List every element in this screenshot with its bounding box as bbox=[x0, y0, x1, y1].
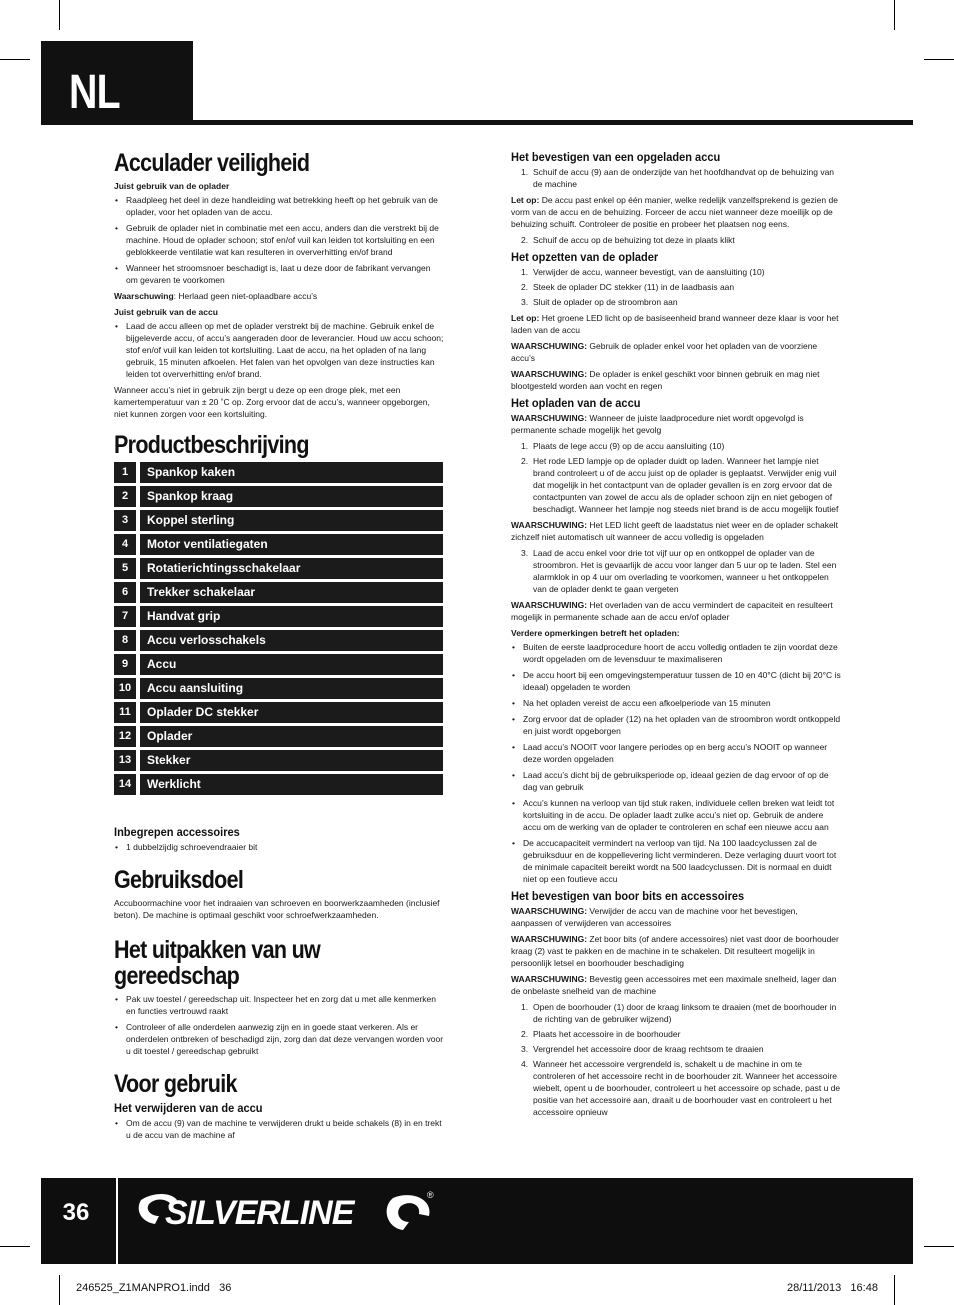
bullet-list bbox=[511, 641, 841, 885]
right-column bbox=[511, 148, 841, 1122]
print-slug-date: 28/11/2013 16:48 bbox=[787, 1282, 878, 1294]
parts-number: 6 bbox=[114, 582, 136, 603]
parts-table bbox=[114, 462, 444, 795]
list-item: 2. Plaats het accessoire in de boorhouder bbox=[521, 1029, 681, 1039]
list-item: 2. Steek de oplader DC stekker (11) in de laadbasis aan bbox=[521, 282, 735, 292]
warning-paragraph: WAARSCHUWING: Bevestig geen accessoires met een maximale snelheid, lager dan de onbelaste snelheid van de machine bbox=[511, 974, 837, 996]
parts-number: 8 bbox=[114, 630, 136, 651]
parts-row bbox=[114, 630, 444, 651]
list-item: 2. Het rode LED lampje op de oplader duidt op laden. Wanneer het lampje niet brand controleert u of de accu juist op de oplader is geplaatst. Verwijder enig vuil dat mogelijk in het contactpunt van de oplader gevallen is en zorg ervoor dat de contactpunten van zowel de accu als de oplader schoon zijn en niet gebogen of beschadigt. Wanneer het lampje nog steeds niet brand is de accu mogelijk foutief bbox=[521, 456, 839, 514]
subsection-title: Het verwijderen van de accu bbox=[114, 1101, 263, 1115]
list-item: • Raadpleeg het deel in deze handleiding wat betrekking heeft op het gebruik van de oplader, voor het opladen van de accu. bbox=[114, 194, 444, 218]
parts-row bbox=[114, 486, 444, 507]
parts-row bbox=[114, 534, 444, 555]
bullet-list bbox=[114, 841, 444, 853]
included-accessories-title: Inbegrepen accessoires bbox=[114, 825, 240, 839]
language-tab-label: NL bbox=[69, 66, 120, 119]
list-item: • Gebruik de oplader niet in combinatie met een accu, anders dan die verstrekt bij de machine. Houd de oplader schoon; stof en/of vuil kan leiden tot kortsluiting en een geblokkeerde ventilatie wat kan resulteren in oververhitting en/of brand bbox=[114, 222, 444, 258]
parts-row bbox=[114, 702, 444, 723]
parts-number: 12 bbox=[114, 726, 136, 747]
parts-name: Spankop kaken bbox=[140, 462, 443, 483]
left-column bbox=[114, 150, 444, 1145]
list-item: • Controleer of alle onderdelen aanwezig zijn en in goede staat verkeren. Als er onderdelen ontbreken of beschadigd zijn, zorg dan dat deze vervangen worden voor u dit toestel / gereedschap gebruikt bbox=[114, 1021, 444, 1057]
bullet-list bbox=[114, 1117, 444, 1141]
parts-number: 9 bbox=[114, 654, 136, 675]
print-slug-file: 246525_Z1MANPRO1.indd 36 bbox=[76, 1282, 232, 1294]
parts-row bbox=[114, 606, 444, 627]
crop-mark bbox=[924, 59, 954, 60]
subsection-title: Het opladen van de accu bbox=[511, 396, 641, 410]
parts-name: Werklicht bbox=[140, 774, 443, 795]
parts-row bbox=[114, 654, 444, 675]
warning-paragraph: WAARSCHUWING: Het overladen van de accu vermindert de capaciteit en resulteert mogelijk in permanente schade aan de accu en/of oplader bbox=[511, 600, 833, 622]
parts-number: 10 bbox=[114, 678, 136, 699]
section-title-unpacking-line1: Het uitpakken van uw bbox=[114, 936, 321, 964]
parts-row bbox=[114, 462, 444, 483]
bullet-list bbox=[114, 320, 444, 380]
list-item: • Pak uw toestel / gereedschap uit. Inspecteer het en zorg dat u met alle kenmerken en functies vertrouwd raakt bbox=[114, 993, 444, 1017]
numbered-list bbox=[511, 1001, 841, 1118]
list-item: • De accu hoort bij een omgevingstemperatuur tussen de 10 en 40°C (dicht bij 20°C is ideaal) opgeladen te worden bbox=[511, 669, 841, 693]
crop-mark bbox=[894, 1275, 895, 1305]
list-item: 2. Schuif de accu op de behuizing tot deze in plaats klikt bbox=[521, 235, 735, 245]
crop-mark bbox=[0, 1246, 30, 1247]
parts-row bbox=[114, 582, 444, 603]
parts-name: Spankop kraag bbox=[140, 486, 443, 507]
silverline-logo bbox=[137, 1190, 437, 1234]
logo-wordmark: SILVERLINE bbox=[165, 1194, 354, 1232]
parts-row bbox=[114, 678, 444, 699]
body-paragraph: Accuboormachine voor het indraaien van schroeven en boorwerkzaamheden (inclusief beton). De machine is optimaal geschikt voor schroefwerkzaamheden. bbox=[114, 898, 440, 920]
bullet-list bbox=[114, 194, 444, 286]
list-item: 1. Open de boorhouder (1) door de kraag linksom te draaien (met de boorhouder in de richting van de gebruiker wijzend) bbox=[521, 1002, 837, 1024]
footer-bar bbox=[41, 1178, 913, 1264]
numbered-list bbox=[511, 234, 841, 246]
warning-paragraph bbox=[114, 290, 444, 302]
section-title-intended-use: Gebruiksdoel bbox=[114, 866, 244, 894]
section-title-product-description: Productbeschrijving bbox=[114, 431, 309, 459]
parts-name: Oplader bbox=[140, 726, 443, 747]
language-tab bbox=[41, 41, 193, 123]
warning-paragraph: WAARSCHUWING: Verwijder de accu van de machine voor het bevestigen, aanpassen of verwijderen van accessoires bbox=[511, 906, 798, 928]
logo-swoosh-right bbox=[387, 1195, 430, 1230]
list-item: • Wanneer het stroomsnoer beschadigt is, laat u deze door de fabrikant vervangen om gevaren te voorkomen bbox=[114, 262, 444, 286]
parts-number: 5 bbox=[114, 558, 136, 579]
numbered-list bbox=[511, 440, 841, 515]
list-item: • Buiten de eerste laadprocedure hoort de accu volledig ontladen te zijn voordat deze wordt opgeladen om de levensduur te maximaliseren bbox=[511, 641, 841, 665]
note-paragraph: Let op: De accu past enkel op één manier, welke redelijk vanzelfsprekend is gezien de vorm van de accu en de behuizing. Forceer de accu niet wanneer deze moeilijk op de behuizing schuift. Controleer de positie en probeer het plaatsen nog eens. bbox=[511, 195, 838, 229]
parts-number: 4 bbox=[114, 534, 136, 555]
subsection-title: Het opzetten van de oplader bbox=[511, 250, 659, 264]
list-item: • Na het opladen vereist de accu een afkoelperiode van 15 minuten bbox=[511, 697, 841, 709]
parts-name: Koppel sterling bbox=[140, 510, 443, 531]
list-item: 1. Schuif de accu (9) aan de onderzijde van het hoofdhandvat op de behuizing van de machine bbox=[521, 167, 835, 189]
crop-mark bbox=[0, 59, 30, 60]
section-title-charger-safety: Acculader veiligheid bbox=[114, 149, 310, 177]
parts-number: 3 bbox=[114, 510, 136, 531]
parts-number: 2 bbox=[114, 486, 136, 507]
list-item: • Accu’s kunnen na verloop van tijd stuk raken, individuele cellen breken wat leidt tot kortsluiting in de accu. De oplader laadt zulke accu’s niet op. Gebruik de andere accu om de werking van de oplader te controleren en schaf een nieuwe accu aan bbox=[511, 797, 841, 833]
warning-paragraph: WAARSCHUWING: De oplader is enkel geschikt voor binnen gebruik en mag niet blootgesteld worden aan vocht en regen bbox=[511, 369, 820, 391]
warning-paragraph: WAARSCHUWING: Zet boor bits (of andere accessoires) niet vast door de boorhouder kraag (2) vast te pakken en de machine in te schakelen. Dit resulteert mogelijk in persoonlijk letsel en boorhouder beschadiging bbox=[511, 934, 839, 968]
registered-mark: ® bbox=[427, 1190, 434, 1200]
warning-paragraph: WAARSCHUWING: Wanneer de juiste laadprocedure niet wordt opgevolgd is permanente schade mogelijk het gevolg bbox=[511, 413, 804, 435]
parts-number: 7 bbox=[114, 606, 136, 627]
parts-name: Rotatierichtingsschakelaar bbox=[140, 558, 443, 579]
subsection-label: Verdere opmerkingen betreft het opladen: bbox=[511, 628, 680, 638]
bullet-list bbox=[114, 993, 444, 1057]
crop-mark bbox=[59, 1275, 60, 1305]
parts-number: 11 bbox=[114, 702, 136, 723]
crop-mark bbox=[59, 0, 60, 30]
list-item: 3. Vergrendel het accessoire door de kraag rechtsom te draaien bbox=[521, 1044, 764, 1054]
parts-number: 1 bbox=[114, 462, 136, 483]
list-item: • Om de accu (9) van de machine te verwijderen drukt u beide schakels (8) in en trekt u de accu van de machine af bbox=[114, 1117, 444, 1141]
list-item: 1. Verwijder de accu, wanneer bevestigt, van de aansluiting (10) bbox=[521, 267, 765, 277]
warning-label: Waarschuwing bbox=[114, 291, 174, 301]
subsection-label: Juist gebruik van de accu bbox=[114, 307, 218, 317]
parts-row bbox=[114, 726, 444, 747]
footer-divider bbox=[116, 1178, 118, 1264]
parts-row bbox=[114, 750, 444, 771]
parts-name: Accu aansluiting bbox=[140, 678, 443, 699]
section-title-before-use: Voor gebruik bbox=[114, 1070, 237, 1098]
note-paragraph: Let op: Het groene LED licht op de basiseenheid brand wanneer deze klaar is voor het laden van de accu bbox=[511, 313, 839, 335]
parts-name: Oplader DC stekker bbox=[140, 702, 443, 723]
list-item: 3. Laad de accu enkel voor drie tot vijf uur op en ontkoppel de oplader van de stroombron. Het is gevaarlijk de accu voor langer dan 5 uur op te laden. Stel een alarmklok in op 4 uur om overlading te voorkomen, wanneer u het ontkoppelen van de oplader denkt te gaan vergeten bbox=[521, 548, 837, 594]
subsection-title: Het bevestigen van een opgeladen accu bbox=[511, 150, 721, 164]
parts-row bbox=[114, 558, 444, 579]
numbered-list bbox=[511, 166, 841, 190]
list-item: • Laad accu’s NOOIT voor langere periodes op en berg accu’s NOOIT op wanneer deze worden opgeladen bbox=[511, 741, 841, 765]
subsection-title: Het bevestigen van boor bits en accessoires bbox=[511, 889, 745, 903]
parts-number: 14 bbox=[114, 774, 136, 795]
numbered-list bbox=[511, 266, 841, 308]
section-title-unpacking-line2: gereedschap bbox=[114, 962, 240, 990]
crop-mark bbox=[894, 0, 895, 30]
list-item: • Zorg ervoor dat de oplader (12) na het opladen van de stroombron wordt ontkoppeld en juist wordt opgeborgen bbox=[511, 713, 841, 737]
subsection-label: Juist gebruik van de oplader bbox=[114, 181, 230, 191]
list-item: 3. Sluit de oplader op de stroombron aan bbox=[521, 297, 678, 307]
body-paragraph: Wanneer accu’s niet in gebruik zijn bergt u deze op een droge plek, met een kamertemperatuur van ± 20 ˚C op. Zorg ervoor dat de accu’s, wanneer opgeborgen, niet kunnen zorgen voor een kortsluiting. bbox=[114, 385, 430, 419]
parts-number: 13 bbox=[114, 750, 136, 771]
page-number: 36 bbox=[62, 1199, 90, 1226]
parts-row bbox=[114, 510, 444, 531]
parts-name: Handvat grip bbox=[140, 606, 443, 627]
parts-name: Accu bbox=[140, 654, 443, 675]
list-item: • De accucapaciteit vermindert na verloop van tijd. Na 100 laadcyclussen zal de gebruiksduur en de koppellevering licht verminderen. Deze verlaging duurt voort tot de minimale capaciteit bereikt wordt na 500 laadcyclussen. Dit is normaal en duidt niet op een foutieve accu bbox=[511, 837, 841, 885]
list-item: 1. Plaats de lege accu (9) op de accu aansluiting (10) bbox=[521, 441, 725, 451]
warning-text: : Herlaad geen niet-oplaadbare accu’s bbox=[173, 291, 318, 301]
numbered-list bbox=[511, 547, 841, 595]
warning-paragraph: WAARSCHUWING: Het LED licht geeft de laadstatus niet weer en de oplader schakelt zichzelf niet automatisch uit wanneer de accu volledig is opgeladen bbox=[511, 520, 838, 542]
warning-paragraph: WAARSCHUWING: Gebruik de oplader enkel voor het opladen van de voorziene accu’s bbox=[511, 341, 818, 363]
header-rule bbox=[41, 120, 913, 125]
parts-name: Accu verlosschakels bbox=[140, 630, 443, 651]
crop-mark bbox=[924, 1246, 954, 1247]
list-item: • Laad accu’s dicht bij de gebruiksperiode op, ideaal gezien de dag ervoor of op de dag van gebruik bbox=[511, 769, 841, 793]
parts-name: Trekker schakelaar bbox=[140, 582, 443, 603]
list-item: • 1 dubbelzijdig schroevendraaier bit bbox=[114, 841, 444, 853]
parts-row bbox=[114, 774, 444, 795]
list-item: • Laad de accu alleen op met de oplader verstrekt bij de machine. Gebruik enkel de bijgeleverde accu, of accu’s aangeraden door de leverancier. Houd uw accu schoon; stof en/of vuil kan leiden tot kortsluiting. Laat de accu, na het opladen of na lang gebruik, 15 minuten afkoelen. Het falen van het opvolgen van deze instructies kan leiden tot oververhitting en/of brand. bbox=[114, 320, 444, 380]
parts-name: Stekker bbox=[140, 750, 443, 771]
list-item: 4. Wanneer het accessoire vergrendeld is, schakelt u de machine in om te controleren of het accessoire recht in de boorhouder zit. Wanneer het accessoire wiebelt, opent u de boorhouder, controleert u het accessoire op schade, past u de positie van het accessoire aan, draait u de boorhouder vast en controleert u het accessoire opnieuw bbox=[521, 1059, 841, 1117]
parts-name: Motor ventilatiegaten bbox=[140, 534, 443, 555]
